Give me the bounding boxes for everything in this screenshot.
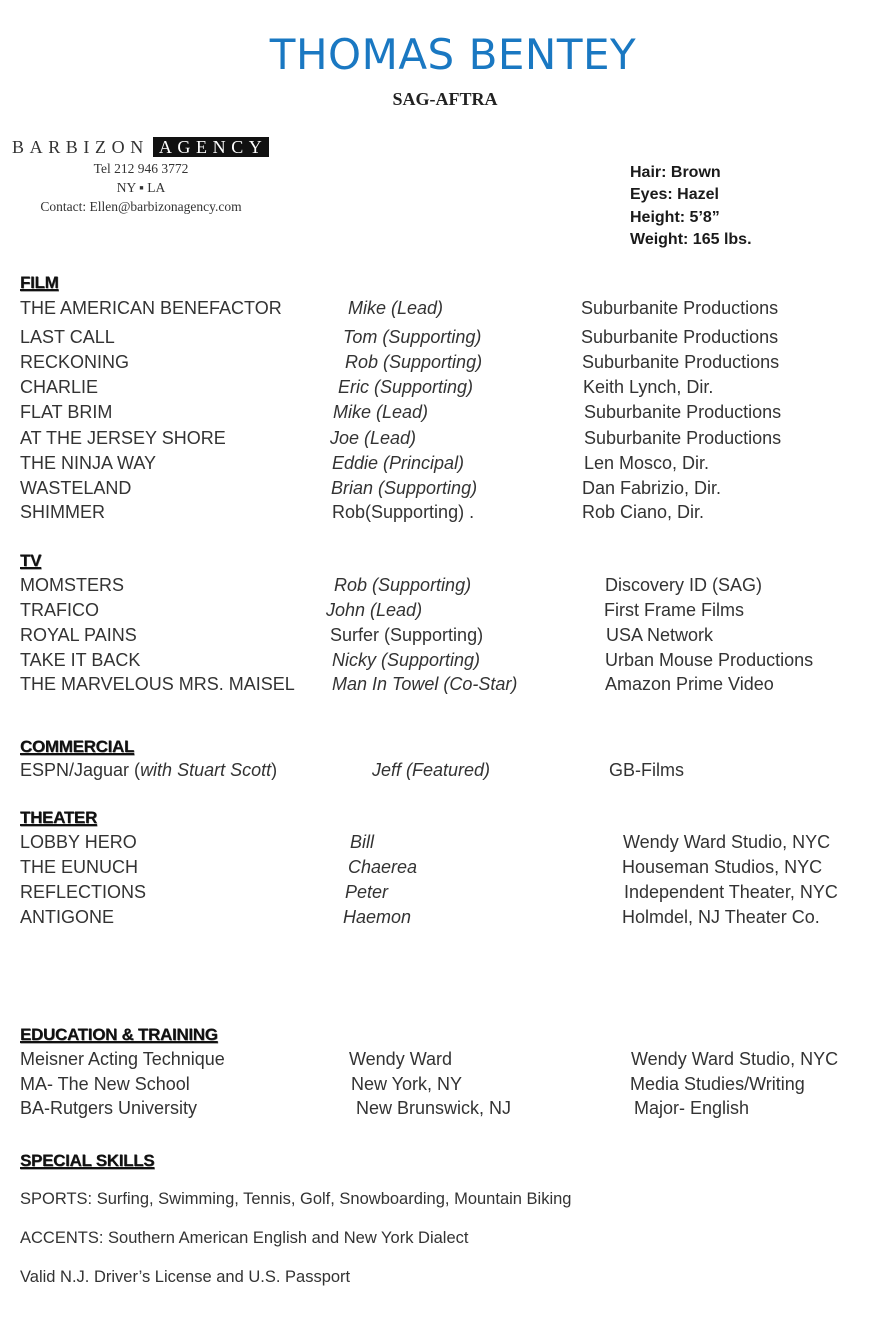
film-title: FLAT BRIM xyxy=(20,402,113,422)
tv-title: MOMSTERS xyxy=(20,575,125,595)
agency-locations: NY ▪ LA xyxy=(116,180,166,195)
education-where: New York, NY xyxy=(351,1074,463,1094)
film-role: Rob (Supporting) xyxy=(345,352,483,372)
tv-role: Rob (Supporting) xyxy=(334,575,472,595)
film-role: Brian (Supporting) xyxy=(331,478,478,498)
education-program: BA-Rutgers University xyxy=(20,1098,198,1118)
theater-role: Haemon xyxy=(343,907,412,927)
agency-logo xyxy=(12,137,269,158)
stat-hair: Hair: Brown xyxy=(630,164,721,181)
tv-company: First Frame Films xyxy=(604,600,744,620)
agency-phone: Tel 212 946 3772 xyxy=(93,161,189,176)
commercial-title-main: ESPN/Jaguar ( xyxy=(20,760,141,780)
section-heading-film: FILM xyxy=(20,273,59,292)
film-role: Rob(Supporting) . xyxy=(332,502,475,522)
union-affiliation: SAG-AFTRA xyxy=(392,89,498,109)
film-role: Eric (Supporting) xyxy=(338,377,474,397)
skill-accents: ACCENTS: Southern American English and New York Dialect xyxy=(20,1229,469,1247)
section-heading-theater: THEATER xyxy=(20,808,97,827)
commercial-title-end: ) xyxy=(271,760,278,780)
commercial-title xyxy=(20,760,277,781)
education-detail: Media Studies/Writing xyxy=(630,1074,805,1094)
film-title: AT THE JERSEY SHORE xyxy=(20,428,226,448)
film-title: THE AMERICAN BENEFACTOR xyxy=(20,298,282,318)
education-where: Wendy Ward xyxy=(349,1049,453,1069)
tv-company: USA Network xyxy=(606,625,714,645)
tv-role: John (Lead) xyxy=(326,600,423,620)
film-company: Suburbanite Productions xyxy=(581,298,779,318)
education-detail: Wendy Ward Studio, NYC xyxy=(631,1049,839,1069)
film-role: Joe (Lead) xyxy=(330,428,417,448)
section-heading-education: EDUCATION & TRAINING xyxy=(20,1025,218,1044)
tv-role: Man In Towel (Co-Star) xyxy=(332,674,518,694)
actor-name: THOMAS BENTEY xyxy=(269,30,637,79)
theater-title: ANTIGONE xyxy=(20,907,115,927)
film-title: WASTELAND xyxy=(20,478,132,498)
section-heading-skills: SPECIAL SKILLS xyxy=(20,1151,155,1170)
tv-title: ROYAL PAINS xyxy=(20,625,137,645)
film-role: Mike (Lead) xyxy=(348,298,444,318)
tv-title: TAKE IT BACK xyxy=(20,650,141,670)
film-role: Eddie (Principal) xyxy=(332,453,465,473)
theater-company: Houseman Studios, NYC xyxy=(622,857,823,877)
film-title: RECKONING xyxy=(20,352,130,372)
tv-role: Surfer (Supporting) xyxy=(330,625,484,645)
theater-company: Holmdel, NJ Theater Co. xyxy=(622,907,820,927)
stat-eyes: Eyes: Hazel xyxy=(630,186,719,203)
skill-sports: SPORTS: Surfing, Swimming, Tennis, Golf, Snowboarding, Mountain Biking xyxy=(20,1190,572,1208)
stat-weight: Weight: 165 lbs. xyxy=(630,231,752,248)
theater-company: Independent Theater, NYC xyxy=(624,882,838,902)
section-heading-commercial: COMMERCIAL xyxy=(20,737,135,756)
film-role: Mike (Lead) xyxy=(333,402,429,422)
film-title: CHARLIE xyxy=(20,377,99,397)
film-title: LAST CALL xyxy=(20,327,115,347)
film-role: Tom (Supporting) xyxy=(343,327,482,347)
education-program: MA- The New School xyxy=(20,1074,190,1094)
tv-company: Amazon Prime Video xyxy=(605,674,774,694)
film-company: Len Mosco, Dir. xyxy=(584,453,710,473)
theater-role: Peter xyxy=(345,882,389,902)
commercial-title-costar: with Stuart Scott xyxy=(140,760,272,780)
film-company: Suburbanite Productions xyxy=(584,402,782,422)
theater-role: Bill xyxy=(350,832,375,852)
theater-role: Chaerea xyxy=(348,857,418,877)
film-company: Dan Fabrizio, Dir. xyxy=(582,478,722,498)
film-company: Suburbanite Productions xyxy=(581,327,779,347)
film-title: THE NINJA WAY xyxy=(20,453,157,473)
agency-logo-right: AGENCY xyxy=(153,137,270,157)
theater-company: Wendy Ward Studio, NYC xyxy=(623,832,831,852)
education-detail: Major- English xyxy=(634,1098,750,1118)
tv-company: Discovery ID (SAG) xyxy=(605,575,763,595)
tv-company: Urban Mouse Productions xyxy=(605,650,814,670)
education-where: New Brunswick, NJ xyxy=(356,1098,512,1118)
tv-role: Nicky (Supporting) xyxy=(332,650,481,670)
commercial-company: GB-Films xyxy=(609,760,684,780)
agency-logo-left: BARBIZON xyxy=(12,137,149,157)
theater-title: REFLECTIONS xyxy=(20,882,147,902)
theater-title: LOBBY HERO xyxy=(20,832,137,852)
section-heading-tv: TV xyxy=(20,551,42,570)
stat-height: Height: 5’8” xyxy=(630,209,720,226)
tv-title: TRAFICO xyxy=(20,600,99,620)
film-company: Suburbanite Productions xyxy=(582,352,780,372)
film-company: Rob Ciano, Dir. xyxy=(582,502,705,522)
commercial-role: Jeff (Featured) xyxy=(372,760,491,780)
film-company: Suburbanite Productions xyxy=(584,428,782,448)
theater-title: THE EUNUCH xyxy=(20,857,139,877)
film-company: Keith Lynch, Dir. xyxy=(583,377,714,397)
agency-contact[interactable]: Contact: Ellen@barbizonagency.com xyxy=(40,199,242,214)
film-title: SHIMMER xyxy=(20,502,105,522)
education-program: Meisner Acting Technique xyxy=(20,1049,225,1069)
tv-title: THE MARVELOUS MRS. MAISEL xyxy=(20,674,295,694)
skill-license: Valid N.J. Driver’s License and U.S. Passport xyxy=(20,1268,351,1286)
